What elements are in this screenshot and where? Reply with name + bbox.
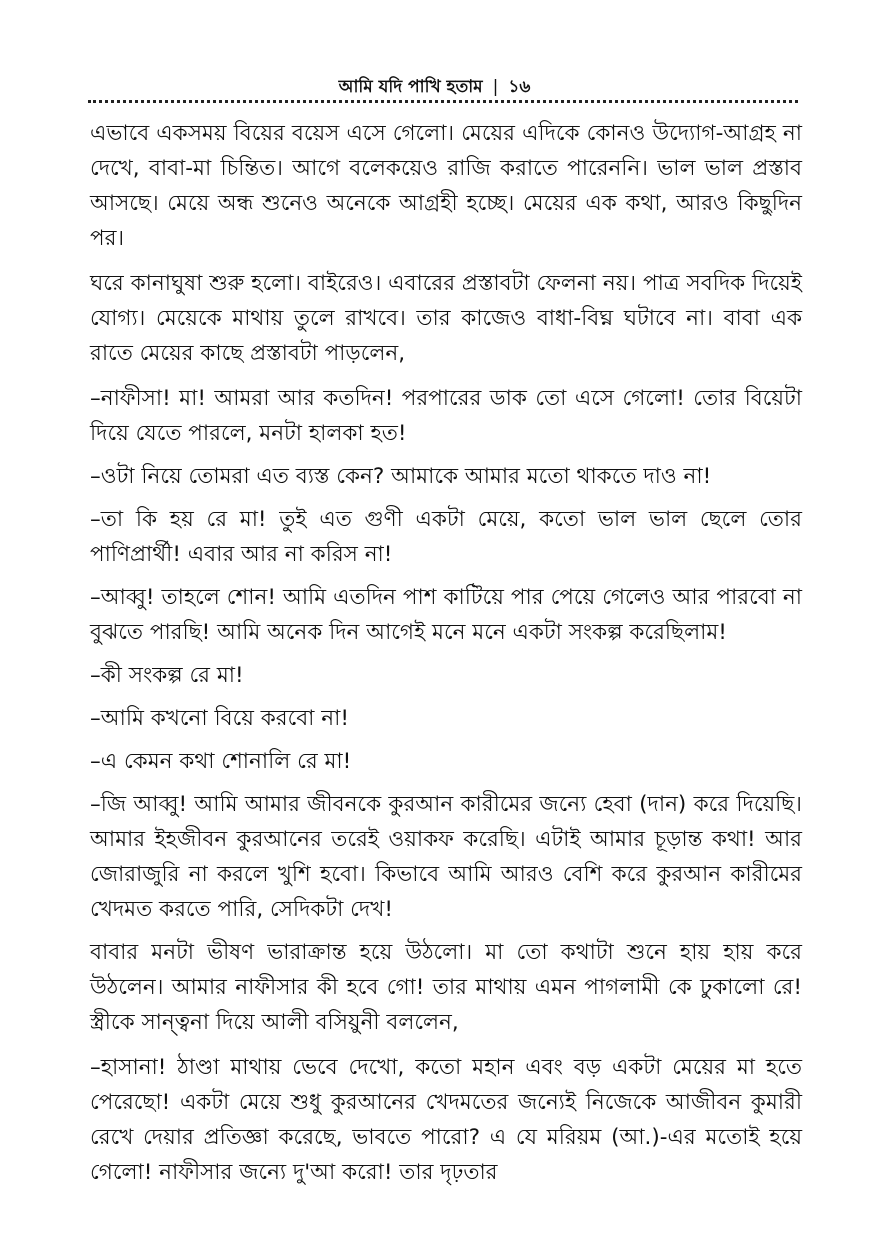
dialogue-line: –এ কেমন কথা শোনালি রে মা! xyxy=(90,749,352,774)
paragraph: ঘরে কানাঘুষা শুরু হলো। বাইরেও। এবারের প্রস্তাবটা ফেলনা নয়। পাত্র সবদিক দিয়েই যোগ্য। মেয়েকে মাথায় তুলে রাখবে। তার কাজেও বাধা-বিঘ্ন ঘটাবে না। বাবা এক রাতে মেয়ের কাছে প্রস্তাবটা পাড়লেন, xyxy=(90,271,802,366)
body-text xyxy=(90,116,802,1198)
dialogue-line: –আমি কখনো বিয়ে করবো না! xyxy=(90,706,349,731)
paragraph: এভাবে একসময় বিয়ের বয়েস এসে গেলো। মেয়ের এদিকে কোনও উদ্যোগ-আগ্রহ না দেখে, বাবা-মা চিন্তিত। আগে বলেকয়েও রাজি করাতে পারেননি। ভাল ভাল প্রস্তাব আসছে। মেয়ে অন্ধ শুনেও অনেকে আগ্রহী হচ্ছে। মেয়ের এক কথা, আরও কিছুদিন পর। xyxy=(90,121,802,251)
book-title: আমি যদি পাখি হতাম xyxy=(338,77,483,97)
dialogue-line: –হাসানা! ঠাণ্ডা মাথায় ভেবে দেখো, কতো মহান এবং বড় একটা মেয়ের মা হতে পেরেছো! একটা মেয়ে শুধু কুরআনের খেদমতের জন্যেই নিজেকে আজীবন কুমারী রেখে দেয়ার প্রতিজ্ঞা করেছে, ভাবতে পারো? এ যে মরিয়ম (আ.)-এর মতোই হয়ে গেলো! নাফীসার জন্যে দু'আ করো! তার দৃঢ়তার xyxy=(90,1055,802,1185)
page-number: ১৬ xyxy=(508,77,531,97)
header-separator: | xyxy=(492,77,499,97)
dialogue-line: –আব্বু! তাহলে শোন! আমি এতদিন পাশ কাটিয়ে পার পেয়ে গেলেও আর পারবো না বুঝতে পারছি! আমি অনেক দিন আগেই মনে মনে একটা সংকল্প করেছিলাম! xyxy=(90,585,802,645)
dialogue-line: –তা কি হয় রে মা! তুই এত গুণী একটা মেয়ে, কতো ভাল ভাল ছেলে তোর পাণিপ্রার্থী! এবার আর না করিস না! xyxy=(90,507,802,567)
dialogue-line: –জি আব্বু! আমি আমার জীবনকে কুরআন কারীমের জন্যে হেবা (দান) করে দিয়েছি। আমার ইহজীবন কুরআনের তরেই ওয়াকফ করেছি। এটাই আমার চূড়ান্ত কথা! আর জোরাজুরি না করলে খুশি হবো। কিভাবে আমি আরও বেশি করে কুরআন কারীমের খেদমত করতে পারি, সেদিকটা দেখ! xyxy=(90,792,802,922)
dialogue-line: –নাফীসা! মা! আমরা আর কতদিন! পরপারের ডাক তো এসে গেলো! তোর বিয়েটা দিয়ে যেতে পারলে, মনটা হালকা হত! xyxy=(90,386,802,446)
header-dotted-rule xyxy=(88,100,798,103)
running-header xyxy=(0,74,869,102)
dialogue-line: –কী সংকল্প রে মা! xyxy=(90,663,244,688)
dialogue-line: –ওটা নিয়ে তোমরা এত ব্যস্ত কেন? আমাকে আমার মতো থাকতে দাও না! xyxy=(90,464,712,489)
paragraph: বাবার মনটা ভীষণ ভারাক্রান্ত হয়ে উঠলো। মা তো কথাটা শুনে হায় হায় করে উঠলেন। আমার নাফীসার কী হবে গো! তার মাথায় এমন পাগলামী কে ঢুকালো রে! স্ত্রীকে সান্ত্বনা দিয়ে আলী বসিয়ুনী বললেন, xyxy=(90,940,802,1035)
